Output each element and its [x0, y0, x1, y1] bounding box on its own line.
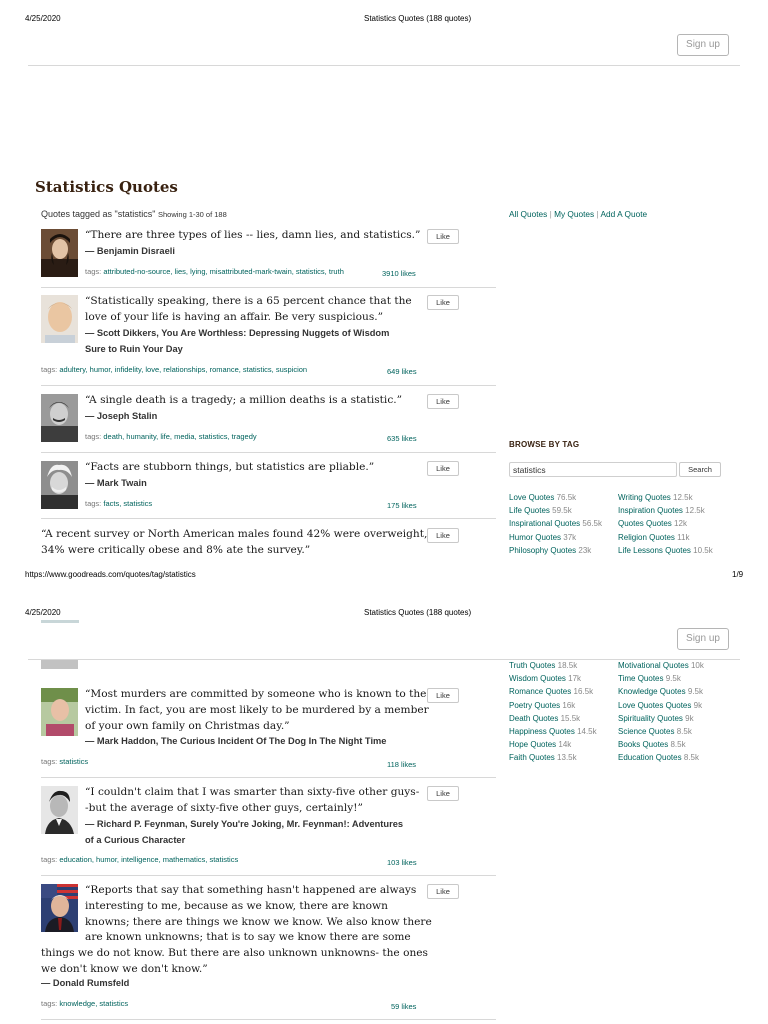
browse-tag-count: 9k — [685, 713, 694, 723]
quote-tags — [85, 499, 152, 508]
tags-label: tags: — [85, 432, 102, 441]
browse-tag-count: 8.5k — [670, 740, 686, 750]
author-line: ― Scott Dikkers, You Are Worthless: Depressing Nuggets of Wisdom — [85, 328, 390, 338]
browse-tag-name[interactable]: Faith Quotes — [509, 753, 555, 763]
tag-links[interactable]: statistics — [59, 757, 89, 766]
quote-divider — [41, 875, 496, 876]
tag-links[interactable]: education, humor, intelligence, mathematics, statistics — [59, 855, 239, 864]
browse-tag-count: 9.5k — [665, 674, 681, 684]
browse-tag-item[interactable] — [509, 753, 577, 762]
browse-tag-count: 23k — [578, 545, 592, 555]
quote-text — [85, 785, 419, 817]
like-button[interactable]: Like — [427, 229, 459, 244]
browse-tag-count: 59.5k — [552, 506, 572, 516]
browse-tag-item[interactable] — [509, 519, 602, 528]
browse-tag-name[interactable]: Religion Quotes — [618, 532, 675, 542]
browse-tag-name[interactable]: Happiness Quotes — [509, 727, 575, 736]
browse-tag-name[interactable]: Love Quotes — [509, 493, 555, 502]
all-quotes-link[interactable]: All Quotes — [509, 209, 548, 219]
print-date: 4/25/2020 — [25, 608, 61, 617]
browse-tag-name[interactable]: Science Quotes — [618, 727, 675, 736]
browse-tag-name[interactable]: Writing Quotes — [618, 493, 671, 502]
browse-tag-item[interactable] — [618, 753, 699, 762]
tag-search-input[interactable]: statistics — [509, 462, 677, 477]
tagged-summary — [41, 209, 227, 219]
clipped-author-photo — [41, 660, 78, 669]
browse-tag-item[interactable] — [509, 701, 575, 710]
browse-tag-name[interactable]: Love Quotes Quotes — [618, 700, 692, 710]
quote-text — [41, 883, 431, 978]
quote-line: “Statistically speaking, there is a 65 percent chance that the — [85, 295, 412, 307]
browse-tag-item[interactable] — [618, 546, 713, 555]
browse-tag-name[interactable]: Inspirational Quotes — [509, 519, 581, 529]
quote-author[interactable]: ― Donald Rumsfeld — [41, 978, 130, 988]
tags-label: tags: — [41, 999, 58, 1008]
browse-tag-count: 13.5k — [557, 753, 577, 763]
browse-tag-count: 11k — [677, 532, 690, 542]
browse-tag-count: 12k — [674, 519, 687, 529]
browse-tag-name[interactable]: Spirituality Quotes — [618, 713, 683, 723]
browse-tag-name[interactable]: Hope Quotes — [509, 740, 557, 750]
quote-line: things we do not know. But there are also unknown unknowns- the ones — [41, 947, 428, 960]
author-line: ― Richard P. Feynman, Surely You're Joking, Mr. Feynman!: Adventures — [85, 819, 404, 829]
browse-tag-item[interactable] — [509, 661, 577, 670]
likes-count[interactable]: 3910 likes — [382, 269, 416, 278]
quote-tags — [41, 365, 307, 374]
quote-tags — [85, 267, 344, 276]
browse-tag-count: 16.5k — [573, 687, 594, 697]
browse-tag-item[interactable] — [618, 740, 686, 749]
author-photo-dikkers[interactable] — [41, 295, 78, 343]
browse-tag-name[interactable]: Quotes Quotes — [618, 519, 672, 529]
browse-tag-name[interactable]: Humor Quotes — [509, 532, 562, 542]
author-line: Sure to Ruin Your Day — [85, 344, 183, 354]
print-url: https://www.goodreads.com/quotes/tag/statistics — [25, 570, 196, 579]
tag-search-button[interactable]: Search — [679, 462, 721, 477]
browse-tag-count: 8.5k — [683, 753, 699, 763]
quote-line: “Most murders are committed by someone who is known to the — [85, 688, 427, 700]
quote-author[interactable] — [85, 325, 389, 357]
browse-tag-item[interactable] — [509, 493, 576, 502]
quote-divider — [41, 287, 496, 288]
browse-tag-count: 37k — [563, 532, 577, 542]
browse-by-tag-heading: BROWSE BY TAG — [509, 440, 580, 449]
browse-tag-item[interactable] — [618, 533, 689, 542]
add-quote-link[interactable]: Add A Quote — [600, 209, 648, 219]
quote-line: “Facts are stubborn things, but statistics are pliable.” — [85, 461, 375, 473]
clipped-element — [41, 620, 79, 623]
link-separator: | — [549, 209, 552, 219]
browse-tag-count: 8.5k — [676, 727, 692, 736]
browse-tag-item[interactable] — [509, 714, 580, 723]
quote-divider — [41, 518, 496, 519]
browse-tag-count: 9k — [693, 700, 703, 710]
likes-count[interactable]: 59 likes — [391, 1002, 417, 1011]
author-photo-feynman[interactable] — [41, 786, 78, 834]
tags-label: tags: — [41, 855, 58, 864]
quote-tags — [85, 432, 257, 441]
quote-text — [85, 460, 374, 476]
likes-count[interactable]: 649 likes — [387, 367, 417, 376]
quote-text — [41, 527, 427, 559]
browse-tag-count: 14.5k — [577, 727, 597, 736]
browse-tag-name[interactable]: Books Quotes — [618, 740, 669, 750]
browse-tag-name[interactable]: Education Quotes — [618, 753, 682, 763]
browse-tag-name[interactable]: Death Quotes — [509, 713, 559, 723]
quote-line: 34% were critically obese and 8% ate the survey.” — [41, 543, 311, 556]
browse-tag-item[interactable] — [509, 506, 572, 515]
author-photo-twain[interactable] — [41, 461, 78, 509]
quote-author[interactable] — [85, 816, 403, 848]
browse-tag-item[interactable] — [509, 546, 591, 555]
link-separator: | — [596, 209, 599, 219]
page-title: Statistics Quotes — [35, 178, 178, 196]
tag-links[interactable]: adultery, humor, infidelity, love, relationships, romance, statistics, suspicion — [59, 365, 308, 374]
browse-tag-name[interactable]: Motivational Quotes — [618, 661, 689, 670]
quote-line: are known unknowns; that is to say we know there are some — [85, 931, 411, 944]
like-button[interactable]: Like — [427, 884, 459, 899]
browse-tag-name[interactable]: Philosophy Quotes — [509, 545, 577, 555]
author-photo-haddon[interactable] — [41, 688, 78, 736]
browse-tag-item[interactable] — [618, 661, 704, 670]
browse-tag-name[interactable]: Wisdom Quotes — [509, 674, 566, 684]
quote-author[interactable]: ― Mark Twain — [85, 478, 147, 488]
browse-tag-item[interactable] — [618, 714, 694, 723]
quote-line: interesting to me, because as we know, there are known — [85, 899, 388, 912]
browse-tag-item[interactable] — [618, 701, 702, 710]
quote-text — [85, 687, 429, 734]
browse-tag-item[interactable] — [509, 687, 593, 696]
quote-divider — [41, 385, 496, 386]
quote-line: we don't know we don't know.” — [41, 962, 208, 975]
quote-line: love of your life is having an affair. Be very suspicious.” — [85, 310, 384, 323]
browse-tag-count: 15.5k — [560, 713, 581, 723]
like-button[interactable]: Like — [427, 786, 459, 801]
browse-tag-item[interactable] — [509, 674, 581, 683]
browse-tag-item[interactable] — [618, 687, 703, 696]
header-divider — [28, 65, 740, 66]
browse-tag-item[interactable] — [618, 506, 705, 515]
like-button[interactable]: Like — [427, 688, 459, 703]
author-photo-disraeli[interactable] — [41, 229, 78, 277]
quote-text — [85, 294, 412, 326]
print-page-number: 1/9 — [732, 570, 744, 579]
browse-tag-count: 18.5k — [557, 661, 578, 670]
browse-tag-item[interactable] — [618, 493, 693, 502]
browse-tag-name[interactable]: Truth Quotes — [509, 661, 556, 670]
browse-tag-name[interactable]: Poetry Quotes — [509, 700, 561, 710]
quote-line: “A recent survey or North American males found 42% were overweight, — [41, 528, 428, 540]
quote-links — [509, 209, 647, 219]
like-button[interactable]: Like — [427, 394, 459, 409]
quote-line: victim. In fact, you are most likely to be murdered by a member — [85, 703, 429, 716]
quote-line: “A single death is a tragedy; a million deaths is a statistic.” — [85, 394, 403, 406]
quote-line: of your own family on Christmas day.” — [85, 719, 290, 732]
browse-tag-count: 14k — [558, 740, 572, 750]
tag-links[interactable]: knowledge, statistics — [59, 999, 129, 1008]
header-divider — [28, 659, 740, 660]
browse-tag-item[interactable] — [509, 727, 597, 736]
browse-tag-count: 12.5k — [673, 493, 693, 502]
quote-text — [85, 393, 402, 409]
browse-tag-count: 17k — [568, 674, 582, 684]
signup-button[interactable]: Sign up — [677, 628, 729, 650]
likes-count[interactable]: 118 likes — [387, 760, 417, 769]
quote-author[interactable]: ― Mark Haddon, The Curious Incident Of The Dog In The Night Time — [85, 736, 387, 746]
like-button[interactable]: Like — [427, 295, 459, 310]
browse-tag-item[interactable] — [509, 740, 571, 749]
my-quotes-link[interactable]: My Quotes — [554, 209, 595, 219]
tags-label: tags: — [85, 267, 102, 276]
quote-line: -but the average of sixty-five other guys, certainly!” — [85, 801, 363, 814]
tagged-label: Quotes tagged as "statistics" — [41, 209, 156, 219]
browse-tag-name[interactable]: Time Quotes — [618, 674, 664, 684]
browse-tag-count: 12.5k — [685, 506, 705, 516]
tags-label: tags: — [41, 757, 58, 766]
tag-links[interactable]: facts, statistics — [103, 499, 153, 508]
like-button[interactable]: Like — [427, 461, 459, 476]
browse-tag-name[interactable]: Inspiration Quotes — [618, 506, 683, 516]
browse-tag-count: 9.5k — [687, 687, 703, 697]
author-line: of a Curious Character — [85, 835, 186, 845]
browse-tag-name[interactable]: Romance Quotes — [509, 687, 572, 697]
likes-count[interactable]: 635 likes — [387, 434, 417, 443]
showing-count: Showing 1-30 of 188 — [157, 210, 227, 219]
quote-author[interactable]: ― Joseph Stalin — [85, 411, 158, 421]
quote-line: knowns; there are things we know we know. We also know there — [85, 915, 432, 928]
likes-count[interactable]: 175 likes — [387, 501, 417, 510]
browse-tag-item[interactable] — [618, 519, 687, 528]
browse-tag-count: 76.5k — [556, 493, 577, 502]
tags-label: tags: — [85, 499, 102, 508]
quote-divider — [41, 777, 496, 778]
browse-tag-item[interactable] — [509, 533, 576, 542]
quote-tags — [41, 999, 128, 1008]
likes-count[interactable]: 103 likes — [387, 858, 417, 867]
print-title: Statistics Quotes (188 quotes) — [364, 608, 472, 617]
quote-line: “There are three types of lies -- lies, damn lies, and statistics.” — [85, 229, 421, 241]
quote-author[interactable]: ― Benjamin Disraeli — [85, 246, 175, 256]
like-button[interactable]: Like — [427, 528, 459, 543]
quote-divider — [41, 452, 496, 453]
browse-tag-count: 10.5k — [693, 545, 713, 555]
quote-tags — [41, 757, 88, 766]
browse-tag-count: 56.5k — [582, 519, 602, 529]
quote-line: “I couldn't claim that I was smarter than sixty-five other guys- — [85, 786, 420, 798]
browse-tag-name[interactable]: Knowledge Quotes — [618, 687, 686, 697]
tag-links[interactable]: death, humanity, life, media, statistics, tragedy — [103, 432, 257, 441]
quote-tags — [41, 855, 238, 864]
author-photo-stalin[interactable] — [41, 394, 78, 442]
browse-tag-item[interactable] — [618, 674, 681, 683]
tags-label: tags: — [41, 365, 58, 374]
tag-links[interactable]: attributed-no-source, lies, lying, misattributed-mark-twain, statistics, truth — [103, 267, 344, 276]
print-title: Statistics Quotes (188 quotes) — [364, 14, 472, 23]
quote-text — [85, 228, 420, 244]
signup-button[interactable]: Sign up — [677, 34, 729, 56]
quote-divider — [41, 1019, 496, 1020]
print-date: 4/25/2020 — [25, 14, 61, 23]
browse-tag-name[interactable]: Life Lessons Quotes — [618, 545, 691, 555]
browse-tag-count: 10k — [690, 661, 704, 670]
browse-tag-item[interactable] — [618, 727, 692, 736]
browse-tag-count: 16k — [562, 700, 576, 710]
quote-line: “Reports that say that something hasn't happened are always — [85, 884, 417, 896]
browse-tag-name[interactable]: Life Quotes — [509, 506, 550, 516]
